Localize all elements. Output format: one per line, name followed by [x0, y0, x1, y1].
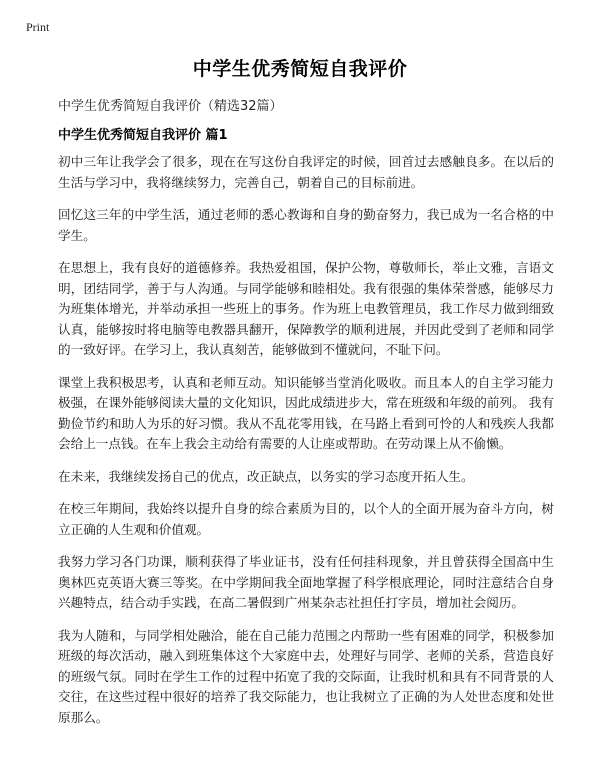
paragraph: 初中三年让我学会了很多，现在在写这份自我评定的时候，回首过去感触良多。在以后的生活与学习中，我将继续努力，完善自己，朝着自己的目标前进。 — [58, 154, 554, 190]
document-subtitle: 中学生优秀简短自我评价（精选32篇） — [58, 99, 283, 114]
document-title: 中学生优秀简短自我评价 — [192, 58, 408, 80]
section-heading: 中学生优秀简短自我评价 篇1 — [58, 128, 228, 143]
paragraph: 回忆这三年的中学生活，通过老师的悉心教诲和自身的勤奋努力，我已成为一名合格的中学生。 — [58, 207, 554, 243]
paragraph: 在校三年期间，我始终以提升自身的综合素质为目的，以个人的全面开展为奋斗方向，树立正确的人生观和价值观。 — [58, 501, 554, 537]
paragraph: 在思想上，我有良好的道德修养。我热爱祖国，保护公物，尊敬师长，举止文雅，言语文明，团结同学，善于与人沟通。与同学能够和睦相处。我有很强的集体荣誉感，能够尽力为班集体增光，并举动承担一些班上的事务。作为班上电教管理员，我工作尽力做到细致认真，能够按时将电脑等电教器具翻开，保障教学的顺利进展，并因此受到了老师和同学的一致好评。在学习上，我认真刻苦，能够做到不懂就问，不耻下问。 — [58, 260, 554, 357]
document-body — [58, 152, 554, 740]
paragraph: 我努力学习各门功课，顺利获得了毕业证书，没有任何挂科现象，并且曾获得全国高中生奥林匹克英语大赛三等奖。在中学期间我全面地掌握了科学根底理论，同时注意结合自身兴趣特点，结合动手实践，在高二暑假到广州某杂志社担任打字员，增加社会阅历。 — [58, 554, 554, 610]
paragraph: 在未来，我继续发扬自己的优点，改正缺点，以务实的学习态度开拓人生。 — [58, 468, 474, 484]
print-label: Print — [26, 20, 50, 34]
paragraph: 我为人随和，与同学相处融洽，能在自己能力范围之内帮助一些有困难的同学，积极参加班级的每次活动，融入到班集体这个大家庭中去，处理好与同学、老师的关系，营造良好的班级气氛。同时在学生工作的过程中拓宽了我的交际面，让我时机和具有不同背景的人交往，在这些过程中很好的培养了我交际能力，也让我树立了正确的为人处世态度和处世原那么。 — [58, 627, 554, 725]
paragraph: 课堂上我积极思考，认真和老师互动。知识能够当堂消化吸收。而且本人的自主学习能力极强，在课外能够阅读大量的文化知识，因此成绩进步大，常在班级和年级的前列。 我有勤俭节约和助人为乐的好习惯。我从不乱花零用钱，在马路上看到可怜的人和残疾人我都会给上一点钱。在车上我会主动给有需要的人让座或帮助。在劳动课上从不偷懒。 — [58, 374, 554, 451]
